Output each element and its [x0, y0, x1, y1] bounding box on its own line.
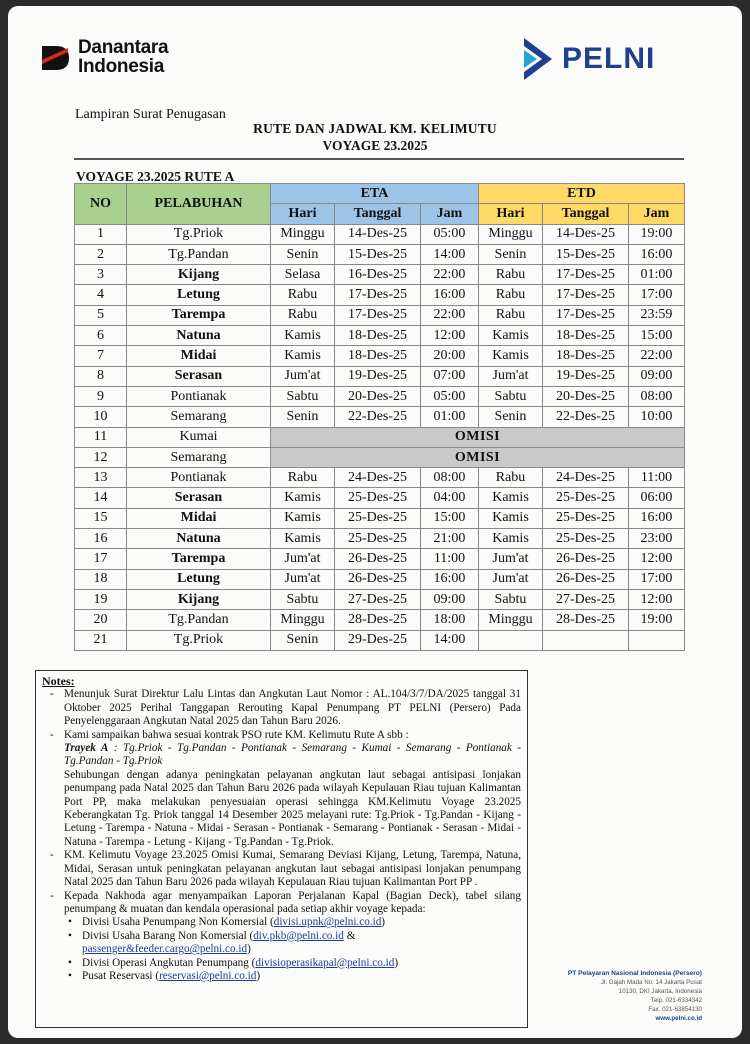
- header-eta-hari: Hari: [271, 204, 335, 224]
- table-row: [75, 589, 685, 609]
- cell-eta-tgl: 25-Des-25: [335, 529, 421, 549]
- cell-eta-jam: 09:00: [421, 589, 479, 609]
- cell-no: 19: [75, 589, 127, 609]
- contact-item: • Divisi Usaha Barang Non Komersial (div.pkb@pelni.co.id & passenger&feeder.cargo@pelni.co.id): [68, 929, 356, 956]
- cell-port: Natuna: [127, 529, 271, 549]
- contact-email-link[interactable]: passenger&feeder.cargo@pelni.co.id: [82, 943, 248, 956]
- cell-etd-tgl: 26-Des-25: [543, 569, 629, 589]
- table-row: [75, 508, 685, 528]
- cell-port: Natuna: [127, 326, 271, 346]
- cell-etd-tgl: 17-Des-25: [543, 285, 629, 305]
- cell-port: Kijang: [127, 589, 271, 609]
- cell-eta-hari: Selasa: [271, 265, 335, 285]
- note-item: [42, 849, 521, 889]
- cell-etd-hari: Kamis: [479, 326, 543, 346]
- cell-eta-jam: 16:00: [421, 569, 479, 589]
- cell-eta-tgl: 18-Des-25: [335, 346, 421, 366]
- table-row: [75, 326, 685, 346]
- cell-etd-jam: 11:00: [629, 468, 685, 488]
- title-divider: [74, 158, 684, 160]
- cell-no: 5: [75, 305, 127, 325]
- cell-eta-jam: 22:00: [421, 305, 479, 325]
- cell-eta-hari: Kamis: [271, 529, 335, 549]
- contact-label: Divisi Operasi Angkutan Penumpang (: [82, 956, 256, 969]
- cell-etd-jam: 23:00: [629, 529, 685, 549]
- table-row: [75, 366, 685, 386]
- cell-eta-tgl: 17-Des-25: [335, 305, 421, 325]
- cell-no: 12: [75, 447, 127, 467]
- cell-no: 9: [75, 386, 127, 406]
- cell-etd-jam: 01:00: [629, 265, 685, 285]
- cell-eta-tgl: 27-Des-25: [335, 589, 421, 609]
- cell-etd-hari: Kamis: [479, 508, 543, 528]
- cell-etd-jam: 23:59: [629, 305, 685, 325]
- cell-etd-jam: 12:00: [629, 589, 685, 609]
- danantara-logo: [38, 38, 168, 76]
- cell-etd-hari: Minggu: [479, 224, 543, 244]
- cell-eta-jam: 12:00: [421, 326, 479, 346]
- cell-port: Tg.Priok: [127, 630, 271, 650]
- cell-eta-hari: Kamis: [271, 508, 335, 528]
- cell-eta-tgl: 29-Des-25: [335, 630, 421, 650]
- cell-eta-jam: 16:00: [421, 285, 479, 305]
- cell-eta-jam: 21:00: [421, 529, 479, 549]
- footer-website[interactable]: www.pelni.co.id: [655, 1015, 702, 1022]
- notes-heading: Notes:: [42, 674, 75, 688]
- note-3: KM. Kelimutu Voyage 23.2025 Omisi Kumai, Semarang Deviasi Kijang, Letung, Tarempa, Natuna, Midai, Serasan untuk peningkatan pelayanan angkutan laut sebagai antisipasi lonjakan penumpang Natal 2025 dan Tahun Baru 2026 pada wilayah Kepulauan Riau tujuan Kalimantan Port PP .: [64, 849, 521, 889]
- cell-etd-jam: 19:00: [629, 610, 685, 630]
- cell-eta-tgl: 25-Des-25: [335, 508, 421, 528]
- cell-etd-hari: Rabu: [479, 285, 543, 305]
- table-row: [75, 529, 685, 549]
- cell-eta-tgl: 20-Des-25: [335, 386, 421, 406]
- cell-etd-tgl: 18-Des-25: [543, 326, 629, 346]
- cell-etd-hari: Jum'at: [479, 569, 543, 589]
- contact-label: Divisi Usaha Barang Non Komersial (: [82, 929, 254, 942]
- cell-eta-hari: Sabtu: [271, 386, 335, 406]
- cell-eta-jam: 20:00: [421, 346, 479, 366]
- note-2a: Kami sampaikan bahwa sesuai kontrak PSO rute KM. Kelimutu Rute A sbb :: [64, 728, 409, 741]
- cell-eta-jam: 05:00: [421, 386, 479, 406]
- contact-label: Divisi Usaha Penumpang Non Komersial (: [82, 916, 274, 929]
- cell-etd-hari: Sabtu: [479, 386, 543, 406]
- cell-etd-hari: Jum'at: [479, 366, 543, 386]
- table-row: [75, 610, 685, 630]
- table-row: [75, 346, 685, 366]
- cell-port: Letung: [127, 285, 271, 305]
- cell-eta-jam: 14:00: [421, 244, 479, 264]
- logo-left-line1: Danantara: [78, 37, 169, 58]
- bullet-dot: •: [68, 969, 72, 982]
- cell-no: 18: [75, 569, 127, 589]
- table-row: [75, 386, 685, 406]
- cell-no: 7: [75, 346, 127, 366]
- cell-port: Kumai: [127, 427, 271, 447]
- lampiran-label: Lampiran Surat Penugasan: [75, 107, 226, 122]
- cell-eta-jam: 07:00: [421, 366, 479, 386]
- cell-eta-hari: Sabtu: [271, 589, 335, 609]
- cell-etd-hari: Jum'at: [479, 549, 543, 569]
- cell-etd-jam: 08:00: [629, 386, 685, 406]
- cell-eta-jam: 08:00: [421, 468, 479, 488]
- cell-etd-jam: 09:00: [629, 366, 685, 386]
- cell-etd-jam: 17:00: [629, 569, 685, 589]
- cell-etd-tgl: 14-Des-25: [543, 224, 629, 244]
- footer-address-1: Jl. Gajah Mada No. 14 Jakarta Pusat: [600, 979, 702, 986]
- cell-port: Midai: [127, 346, 271, 366]
- cell-omisi: OMISI: [271, 447, 685, 467]
- header-etd-jam: Jam: [629, 204, 685, 224]
- cell-port: Semarang: [127, 407, 271, 427]
- document-title: RUTE DAN JADWAL KM. KELIMUTU: [253, 121, 497, 136]
- cell-etd-jam: 12:00: [629, 549, 685, 569]
- cell-etd-hari: Rabu: [479, 468, 543, 488]
- cell-eta-tgl: 22-Des-25: [335, 407, 421, 427]
- cell-eta-tgl: 26-Des-25: [335, 569, 421, 589]
- cell-port: Tg.Pandan: [127, 244, 271, 264]
- cell-port: Tg.Priok: [127, 224, 271, 244]
- cell-etd-hari: Rabu: [479, 265, 543, 285]
- contact-email-link[interactable]: divisioperasikapal@pelni.co.id: [255, 956, 395, 969]
- footer-address-2: 10130, DKI Jakarta, Indonesia: [618, 988, 702, 995]
- cell-port: Kijang: [127, 265, 271, 285]
- danantara-logo-icon: [38, 40, 72, 74]
- cell-eta-tgl: 15-Des-25: [335, 244, 421, 264]
- cell-eta-tgl: 19-Des-25: [335, 366, 421, 386]
- contact-email-link[interactable]: div.pkb@pelni.co.id: [253, 929, 344, 942]
- cell-etd-tgl: [543, 630, 629, 650]
- document-subtitle: VOYAGE 23.2025: [322, 138, 428, 153]
- cell-etd-tgl: 17-Des-25: [543, 265, 629, 285]
- cell-no: 14: [75, 488, 127, 508]
- cell-etd-jam: [629, 630, 685, 650]
- cell-etd-tgl: 27-Des-25: [543, 589, 629, 609]
- header-etd: ETD: [479, 184, 685, 204]
- cell-eta-jam: 22:00: [421, 265, 479, 285]
- footer-company: PT Pelayaran Nasional Indonesia (Persero): [567, 970, 702, 977]
- cell-omisi: OMISI: [271, 427, 685, 447]
- table-row: [75, 224, 685, 244]
- cell-eta-jam: 18:00: [421, 610, 479, 630]
- cell-etd-tgl: 25-Des-25: [543, 488, 629, 508]
- contact-label: Pusat Reservasi (: [82, 969, 160, 982]
- cell-etd-jam: 19:00: [629, 224, 685, 244]
- cell-etd-hari: Senin: [479, 407, 543, 427]
- company-footer: [524, 969, 702, 1023]
- table-title: VOYAGE 23.2025 RUTE A: [76, 169, 235, 184]
- cell-port: Tg.Pandan: [127, 610, 271, 630]
- cell-etd-tgl: 18-Des-25: [543, 346, 629, 366]
- cell-etd-tgl: 28-Des-25: [543, 610, 629, 630]
- cell-etd-jam: 10:00: [629, 407, 685, 427]
- cell-eta-hari: Kamis: [271, 326, 335, 346]
- bullet-dot: •: [68, 956, 72, 969]
- trayek-route: : Tg.Priok - Tg.Pandan - Pontianak - Semarang - Kumai - Semarang - Pontianak - Tg.Pandan - Tg.Priok: [64, 742, 522, 768]
- cell-eta-tgl: 28-Des-25: [335, 610, 421, 630]
- table-row: [75, 305, 685, 325]
- cell-port: Tarempa: [127, 305, 271, 325]
- cell-etd-jam: 17:00: [629, 285, 685, 305]
- cell-etd-tgl: 25-Des-25: [543, 529, 629, 549]
- cell-eta-hari: Rabu: [271, 305, 335, 325]
- cell-eta-jam: 11:00: [421, 549, 479, 569]
- cell-eta-tgl: 24-Des-25: [335, 468, 421, 488]
- cell-no: 11: [75, 427, 127, 447]
- cell-no: 21: [75, 630, 127, 650]
- schedule-table: [74, 183, 685, 651]
- note-item: [42, 688, 521, 728]
- table-row: [75, 265, 685, 285]
- cell-etd-hari: Kamis: [479, 488, 543, 508]
- cell-no: 3: [75, 265, 127, 285]
- table-row: [75, 549, 685, 569]
- cell-no: 15: [75, 508, 127, 528]
- table-row: [75, 569, 685, 589]
- note-2b: Sehubungan dengan adanya peningkatan pelayanan angkutan laut sebagai antisipasi lonjakan penumpang pada Natal 2025 dan Tahun Baru 2026 pada wilayah Kepulauan Riau tujuan Kalimantan Port PP, maka melakukan penyesuaian operasi sehingga KM.Kelimutu Voyage 23.2025 Keberangkatan Tg. Priok tanggal 14 Desember 2025 melayani rute: Tg.Priok - Tg.Pandan - Kijang - Letung - Tarempa - Natuna - Midai - Serasan - Pontianak - Semarang - Pontianak - Serasan - Midai - Natuna - Tarempa - Letung - Kijang - Tg.Pandan - Tg.Priok.: [64, 768, 521, 848]
- cell-no: 13: [75, 468, 127, 488]
- cell-etd-tgl: 15-Des-25: [543, 244, 629, 264]
- header-eta-tanggal: Tanggal: [335, 204, 421, 224]
- table-row: [75, 488, 685, 508]
- cell-eta-hari: Minggu: [271, 610, 335, 630]
- cell-etd-hari: Rabu: [479, 305, 543, 325]
- cell-etd-jam: 22:00: [629, 346, 685, 366]
- cell-eta-hari: Senin: [271, 630, 335, 650]
- cell-eta-tgl: 14-Des-25: [335, 224, 421, 244]
- document-page: [8, 6, 742, 1038]
- note-1: Menunjuk Surat Direktur Lalu Lintas dan Angkutan Laut Nomor : AL.104/3/7/DA/2025 tanggal 31 Oktober 2025 Perihal Tanggapan Rerouting Kapal Penumpang PT PELNI (Persero) Pada Penyelenggaraan Angkutan Natal 2025 dan Tahun Baru 2026.: [64, 688, 521, 728]
- note-item: [42, 890, 521, 917]
- cell-no: 20: [75, 610, 127, 630]
- cell-no: 4: [75, 285, 127, 305]
- cell-eta-tgl: 18-Des-25: [335, 326, 421, 346]
- bullet-dot: •: [68, 929, 72, 942]
- trayek-label: Trayek A: [64, 742, 109, 755]
- contact-item: • Divisi Operasi Angkutan Penumpang (divisioperasikapal@pelni.co.id): [68, 956, 399, 969]
- bullet-dash: -: [50, 849, 54, 862]
- cell-eta-jam: 14:00: [421, 630, 479, 650]
- pelni-logo-icon: [520, 36, 556, 82]
- cell-eta-tgl: 16-Des-25: [335, 265, 421, 285]
- cell-eta-hari: Rabu: [271, 285, 335, 305]
- cell-etd-tgl: 26-Des-25: [543, 549, 629, 569]
- bullet-dash: -: [50, 889, 54, 902]
- cell-port: Serasan: [127, 488, 271, 508]
- cell-port: Letung: [127, 569, 271, 589]
- cell-no: 8: [75, 366, 127, 386]
- bullet-dash: -: [50, 688, 54, 701]
- cell-eta-jam: 01:00: [421, 407, 479, 427]
- cell-etd-tgl: 22-Des-25: [543, 407, 629, 427]
- cell-etd-tgl: 24-Des-25: [543, 468, 629, 488]
- bullet-dot: •: [68, 916, 72, 929]
- cell-no: 1: [75, 224, 127, 244]
- schedule-body: [75, 224, 685, 650]
- cell-eta-hari: Minggu: [271, 224, 335, 244]
- cell-etd-tgl: 17-Des-25: [543, 305, 629, 325]
- cell-eta-tgl: 17-Des-25: [335, 285, 421, 305]
- cell-no: 17: [75, 549, 127, 569]
- note-2-trayek: [64, 742, 521, 769]
- cell-port: Tarempa: [127, 549, 271, 569]
- cell-eta-tgl: 25-Des-25: [335, 488, 421, 508]
- cell-eta-hari: Kamis: [271, 346, 335, 366]
- cell-no: 10: [75, 407, 127, 427]
- header-etd-tanggal: Tanggal: [543, 204, 629, 224]
- contact-email-link[interactable]: reservasi@pelni.co.id: [159, 969, 257, 982]
- cell-eta-hari: Jum'at: [271, 366, 335, 386]
- cell-eta-hari: Jum'at: [271, 569, 335, 589]
- header-eta: ETA: [271, 184, 479, 204]
- cell-etd-tgl: 19-Des-25: [543, 366, 629, 386]
- cell-etd-hari: Senin: [479, 244, 543, 264]
- notes-box: [35, 670, 528, 1028]
- logo-right-text: PELNI: [562, 42, 656, 75]
- table-row: [75, 447, 685, 467]
- contact-item: • Pusat Reservasi (reservasi@pelni.co.id): [68, 969, 261, 982]
- cell-etd-jam: 16:00: [629, 244, 685, 264]
- cell-eta-tgl: 26-Des-25: [335, 549, 421, 569]
- cell-eta-hari: Rabu: [271, 468, 335, 488]
- footer-fax: Fax. 021-63854130: [648, 1006, 702, 1013]
- cell-no: 2: [75, 244, 127, 264]
- cell-etd-hari: Minggu: [479, 610, 543, 630]
- cell-no: 16: [75, 529, 127, 549]
- cell-etd-jam: 16:00: [629, 508, 685, 528]
- table-row: [75, 407, 685, 427]
- cell-eta-jam: 05:00: [421, 224, 479, 244]
- header-eta-jam: Jam: [421, 204, 479, 224]
- header-etd-hari: Hari: [479, 204, 543, 224]
- cell-etd-jam: 06:00: [629, 488, 685, 508]
- cell-eta-hari: Senin: [271, 407, 335, 427]
- cell-eta-jam: 04:00: [421, 488, 479, 508]
- cell-etd-hari: Kamis: [479, 346, 543, 366]
- table-row: [75, 630, 685, 650]
- cell-port: Semarang: [127, 447, 271, 467]
- cell-eta-jam: 15:00: [421, 508, 479, 528]
- cell-eta-hari: Jum'at: [271, 549, 335, 569]
- note-item: [42, 729, 521, 850]
- cell-etd-jam: 15:00: [629, 326, 685, 346]
- cell-etd-tgl: 20-Des-25: [543, 386, 629, 406]
- cell-eta-hari: Kamis: [271, 488, 335, 508]
- cell-no: 6: [75, 326, 127, 346]
- header-no: NO: [75, 184, 127, 225]
- footer-telp: Telp. 021-6334342: [650, 997, 702, 1004]
- logo-left-line2: Indonesia: [78, 56, 164, 77]
- bullet-dash: -: [50, 728, 54, 741]
- table-row: [75, 468, 685, 488]
- cell-etd-tgl: 25-Des-25: [543, 508, 629, 528]
- cell-port: Serasan: [127, 366, 271, 386]
- pelni-logo: [520, 36, 655, 82]
- cell-etd-hari: [479, 630, 543, 650]
- note-4: Kepada Nakhoda agar menyampaikan Laporan Perjalanan Kapal (Bagian Deck), tabel silang penumpang & muatan dan kendala operasional pada setiap akhir voyage kepada:: [64, 889, 521, 915]
- table-row: [75, 427, 685, 447]
- cell-port: Midai: [127, 508, 271, 528]
- cell-eta-hari: Senin: [271, 244, 335, 264]
- header-pelabuhan: PELABUHAN: [127, 184, 271, 225]
- table-row: [75, 285, 685, 305]
- cell-etd-hari: Sabtu: [479, 589, 543, 609]
- contact-item: • Divisi Usaha Penumpang Non Komersial (divisi.upnk@pelni.co.id): [68, 916, 386, 929]
- contact-email-link[interactable]: divisi.upnk@pelni.co.id: [273, 916, 382, 929]
- cell-port: Pontianak: [127, 386, 271, 406]
- cell-etd-hari: Kamis: [479, 529, 543, 549]
- cell-port: Pontianak: [127, 468, 271, 488]
- table-row: [75, 244, 685, 264]
